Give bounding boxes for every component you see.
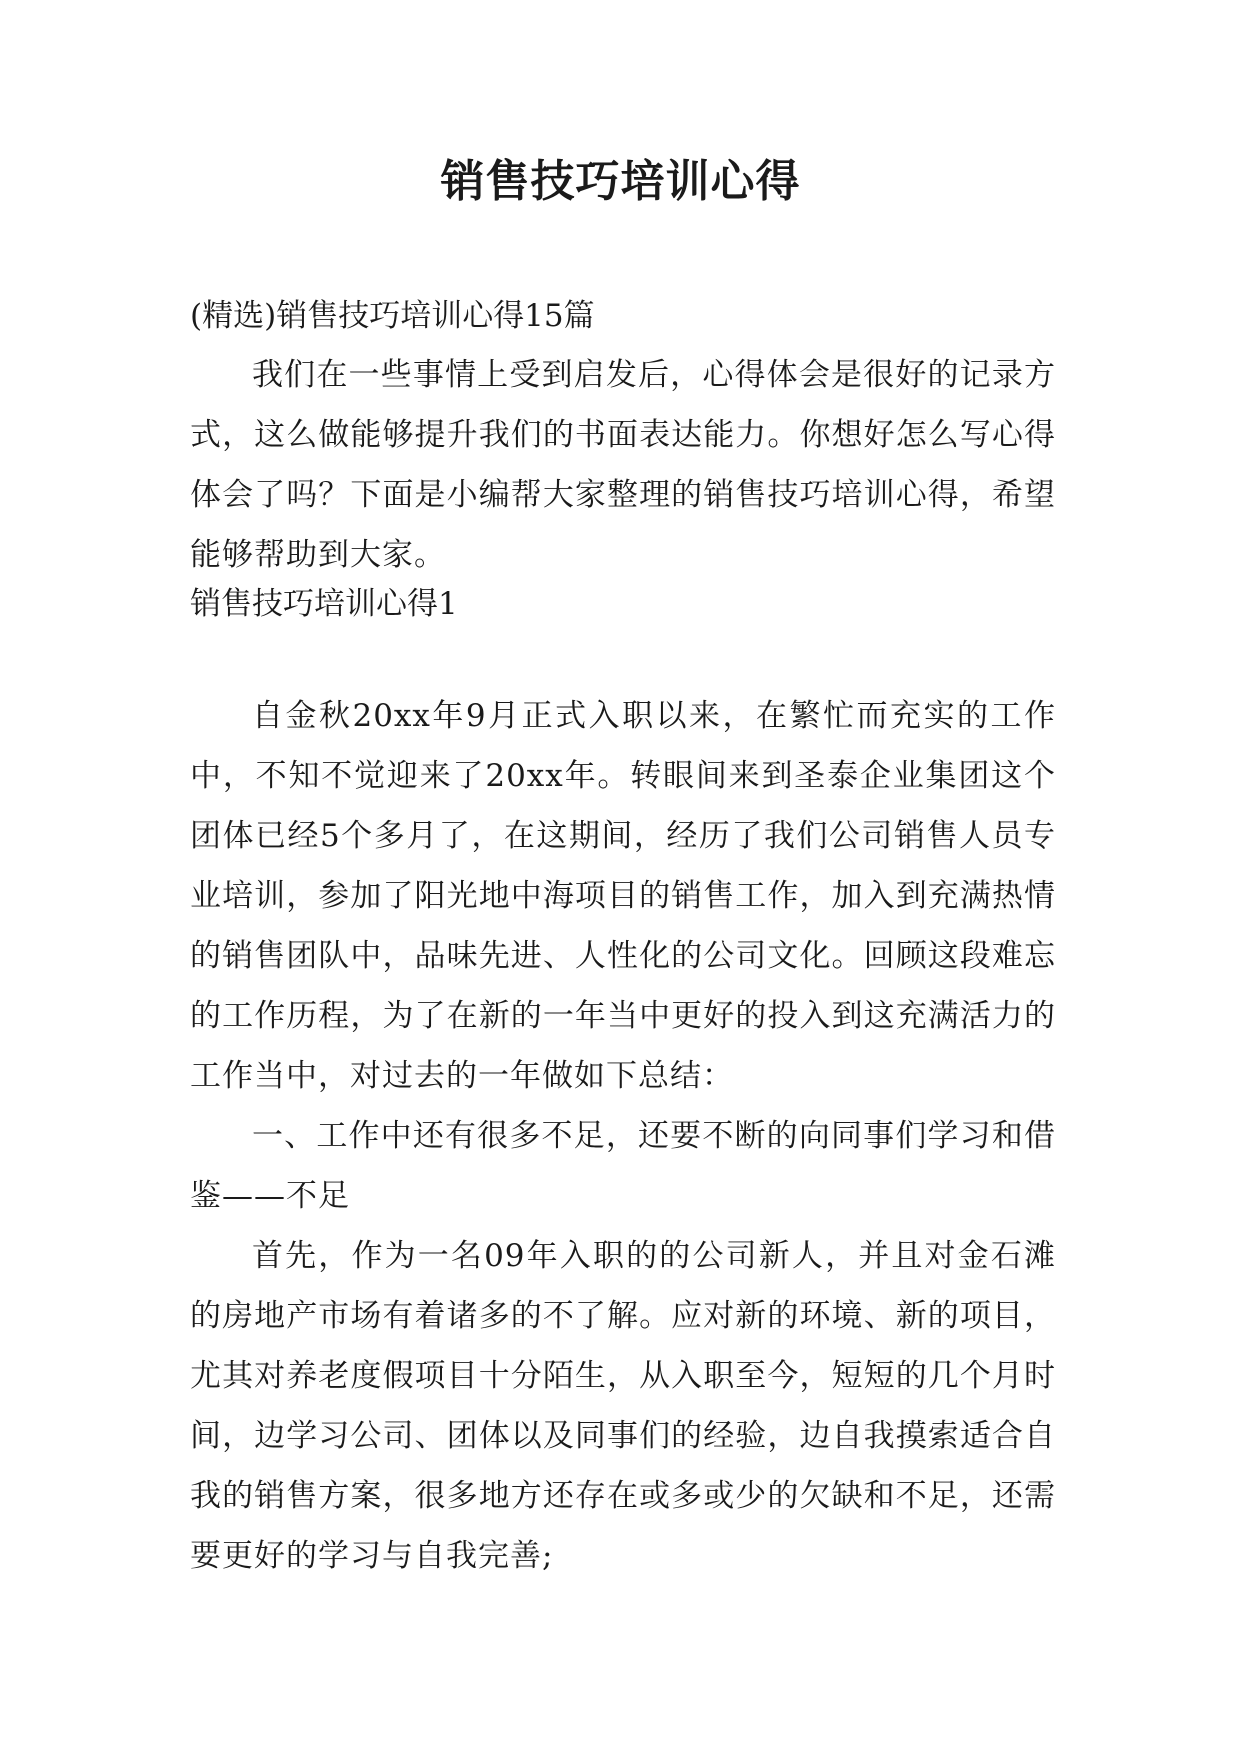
document-subtitle: (精选)销售技巧培训心得15篇 <box>190 298 595 334</box>
intro-paragraph: 我们在一些事情上受到启发后，心得体会是很好的记录方式，这么做能够提升我们的书面表达能力。你想好怎么写心得体会了吗？下面是小编帮大家整理的销售技巧培训心得，希望能够帮助到大家。 <box>190 357 1056 573</box>
section-heading-1: 销售技巧培训心得1 <box>190 586 458 622</box>
section-1-paragraph-2: 一、工作中还有很多不足，还要不断的向同事们学习和借鉴——不足 <box>190 1118 1056 1214</box>
section-1-paragraph-1: 自金秋20xx年9月正式入职以来，在繁忙而充实的工作中，不知不觉迎来了20xx年。转眼间来到圣泰企业集团这个团体已经5个多月了，在这期间，经历了我们公司销售人员专业培训，参加了阳光地中海项目的销售工作，加入到充满热情的销售团队中，品味先进、人性化的公司文化。回顾这段难忘的工作历程，为了在新的一年当中更好的投入到这充满活力的工作当中，对过去的一年做如下总结： <box>190 698 1056 1094</box>
section-1-paragraph-3: 首先，作为一名09年入职的的公司新人，并且对金石滩的房地产市场有着诸多的不了解。应对新的环境、新的项目，尤其对养老度假项目十分陌生，从入职至今，短短的几个月时间，边学习公司、团体以及同事们的经验，边自我摸索适合自我的销售方案，很多地方还存在或多或少的欠缺和不足，还需要更好的学习与自我完善; <box>190 1238 1056 1574</box>
document-title: 销售技巧培训心得 <box>440 156 801 207</box>
